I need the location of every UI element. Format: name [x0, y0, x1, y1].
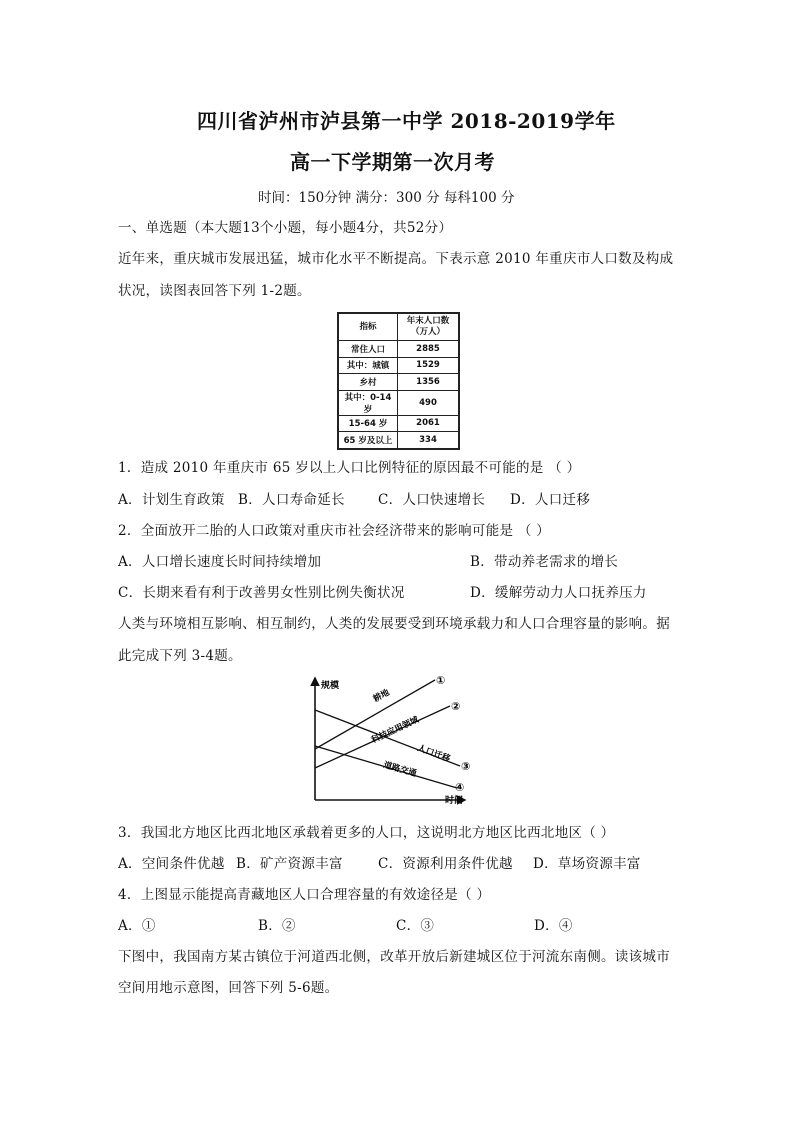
- scale-time-diagram: [305, 672, 485, 810]
- marker-3: ③: [461, 760, 471, 773]
- table-row: [338, 390, 459, 415]
- table-row: [338, 374, 459, 391]
- q4-option-a: A．①: [118, 918, 156, 934]
- table-cell-label: 15-64 岁: [338, 415, 398, 432]
- question-1: 1．造成 2010 年重庆市 65 岁以上人口比例特征的原因最不可能的是 （ ）: [118, 460, 581, 476]
- passage-1-line-2: 状况，读图表回答下列 1-2题。: [118, 283, 311, 299]
- marker-1: ①: [436, 674, 446, 687]
- title-line-2: 高一下学期第一次月考: [290, 150, 495, 174]
- table-cell-value: 1529: [398, 357, 460, 374]
- table-cell-value: 2885: [398, 341, 460, 358]
- q3-option-a: A．空间条件优越: [118, 856, 225, 872]
- marker-4: ④: [455, 781, 465, 794]
- q1-option-a: A．计划生育政策: [118, 492, 225, 508]
- table-header-population-line2: （万人）: [410, 327, 445, 337]
- q2-option-d: D．缓解劳动力人口抚养压力: [470, 585, 647, 601]
- table-cell-value: 490: [398, 390, 460, 415]
- q2-option-a: A．人口增长速度长时间持续增加: [118, 554, 322, 570]
- table-cell-label: 其中：城镇: [338, 357, 398, 374]
- q4-option-d: D．④: [534, 918, 573, 934]
- table-cell-label: 65 岁及以上: [338, 432, 398, 449]
- table-cell-value: 2061: [398, 415, 460, 432]
- table-row: [338, 341, 459, 358]
- table-header-population-line1: 年末人口数: [406, 316, 450, 326]
- y-axis-label: 规模: [321, 681, 340, 691]
- label-migration: 人口迁移: [415, 743, 452, 765]
- label-road: 道路交通: [382, 760, 418, 780]
- exam-info: 时间：150分钟 满分：300 分 每科100 分: [258, 190, 515, 206]
- population-table: [337, 312, 460, 450]
- table-header-population: [398, 313, 460, 341]
- section-heading: 一、单选题（本大题13个小题，每小题4分，共52分）: [118, 220, 453, 236]
- label-tech: 科技应用领域: [370, 715, 421, 746]
- q4-option-b: B．②: [258, 918, 296, 934]
- passage-3-line-2: 空间用地示意图，回答下列 5-6题。: [118, 980, 339, 996]
- q1-option-d: D．人口迁移: [510, 492, 591, 508]
- table-cell-value: 334: [398, 432, 460, 449]
- q4-option-c: C．③: [396, 918, 435, 934]
- table-cell-label: 其中：0-14 岁: [338, 390, 398, 415]
- table-header-indicator: 指标: [338, 313, 398, 341]
- passage-2-line-1: 人类与环境相互影响、相互制约，人类的发展要受到环境承载力和人口合理容量的影响。据: [118, 616, 670, 632]
- table-row: [338, 415, 459, 432]
- q2-option-c: C．长期来看有利于改善男女性别比例失衡状况: [118, 585, 405, 601]
- passage-3-line-1: 下图中，我国南方某古镇位于河道西北侧，改革开放后新建城区位于河流东南侧。读该城市: [118, 949, 670, 965]
- table-header-row: [338, 313, 459, 341]
- label-farmland: 耕地: [371, 687, 392, 705]
- q3-option-c: C．资源利用条件优越: [378, 856, 513, 872]
- title-line-1: 四川省泸州市泸县第一中学 2018-2019学年: [197, 109, 616, 133]
- q1-option-b: B．人口寿命延长: [238, 492, 345, 508]
- table-row: [338, 357, 459, 374]
- question-2: 2．全面放开二胎的人口政策对重庆市社会经济带来的影响可能是 （ ）: [118, 523, 551, 539]
- x-axis-label: 时间: [445, 796, 464, 806]
- q1-option-c: C．人口快速增长: [378, 492, 486, 508]
- q3-option-b: B．矿产资源丰富: [236, 856, 343, 872]
- q2-option-b: B．带动养老需求的增长: [470, 554, 619, 570]
- passage-1-line-1: 近年来，重庆城市发展迅猛，城市化水平不断提高。下表示意 2010 年重庆市人口数及构成: [118, 251, 674, 267]
- table-cell-label: 常住人口: [338, 341, 398, 358]
- table-cell-value: 1356: [398, 374, 460, 391]
- question-3: 3．我国北方地区比西北地区承载着更多的人口，这说明北方地区比西北地区（ ）: [118, 825, 615, 841]
- q3-option-d: D．草场资源丰富: [533, 856, 641, 872]
- marker-2: ②: [451, 700, 461, 713]
- table-cell-label: 乡村: [338, 374, 398, 391]
- question-4: 4．上图显示能提高青藏地区人口合理容量的有效途径是（ ）: [118, 887, 491, 903]
- table-row: [338, 432, 459, 449]
- passage-2-line-2: 此完成下列 3-4题。: [118, 648, 242, 664]
